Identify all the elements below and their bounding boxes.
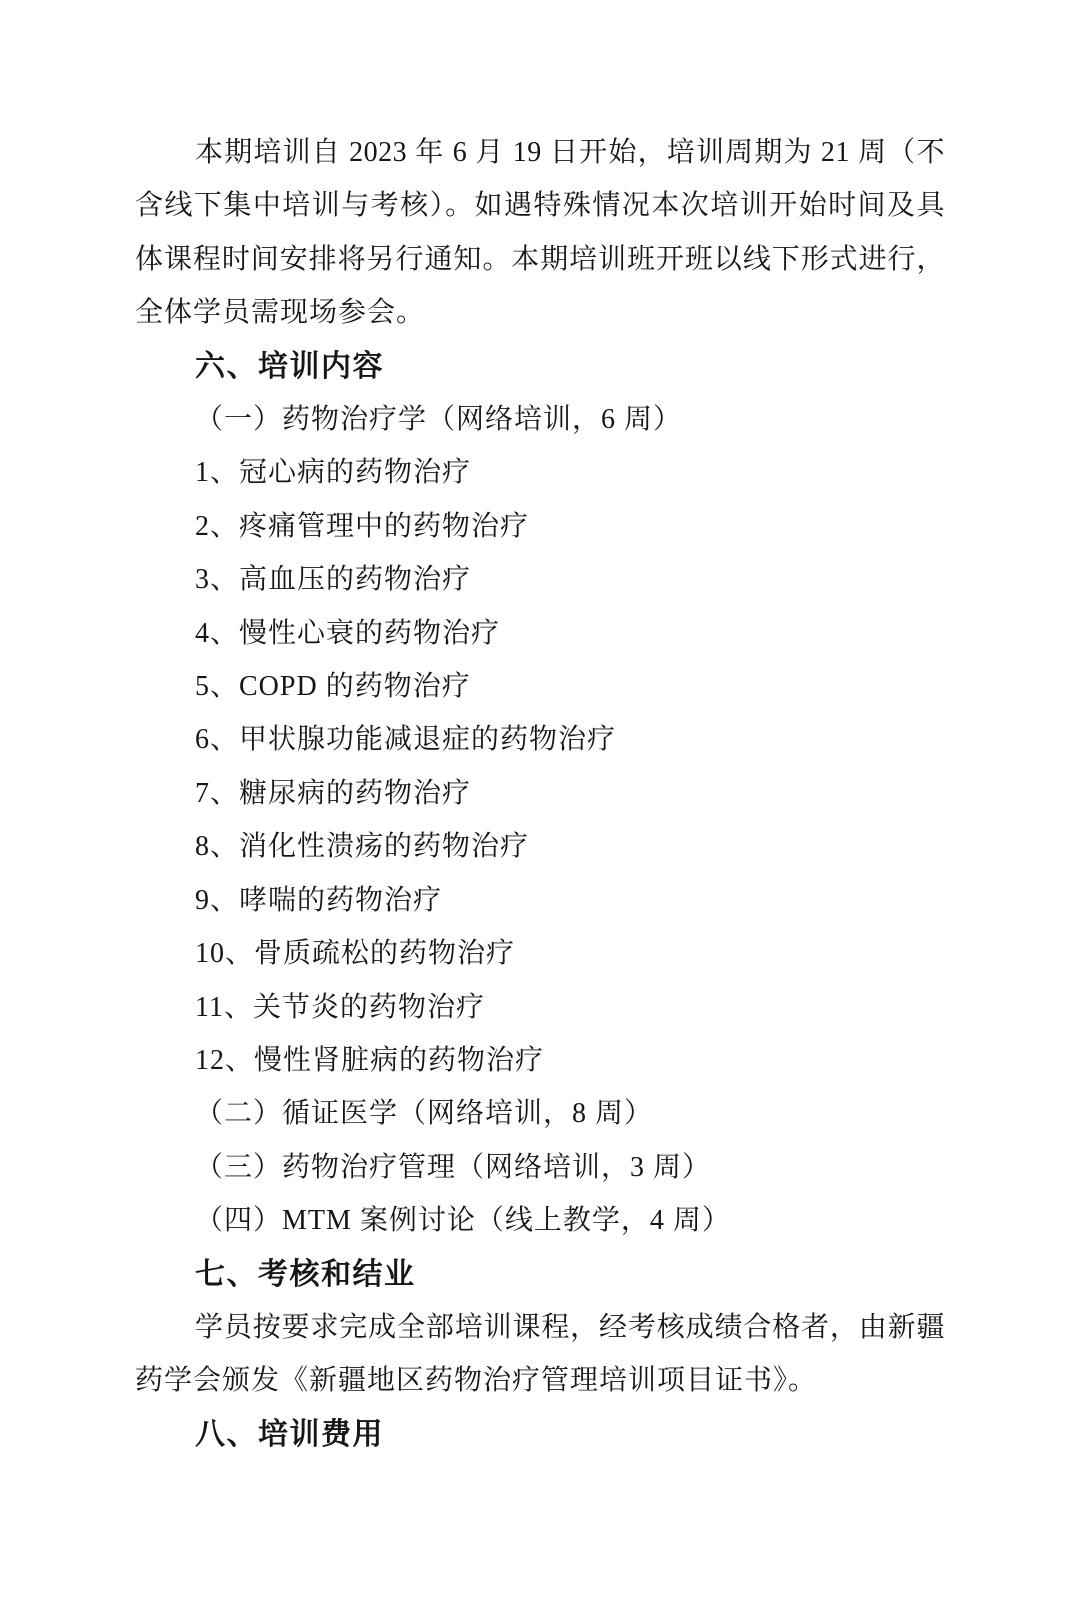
section-heading-assessment: 七、考核和结业 [195,1257,416,1291]
course-item: 9、哮喘的药物治疗 [195,884,443,916]
module-medication-therapy-management: （三）药物治疗管理（网络培训，3 周） [195,1151,712,1183]
intro-line: 含线下集中培训与考核）。如遇特殊情况本次培训开始时间及具 [135,190,945,222]
course-item: 12、慢性肾脏病的药物治疗 [195,1044,545,1076]
module-mtm-case-discussion: （四）MTM 案例讨论（线上教学，4 周） [195,1205,731,1237]
course-item: 3、高血压的药物治疗 [195,564,472,596]
module-pharmacotherapy: （一）药物治疗学（网络培训，6 周） [195,404,683,436]
assessment-line: 药学会颁发《新疆地区药物治疗管理培训项目证书》。 [135,1365,818,1397]
course-item: 7、糖尿病的药物治疗 [195,777,472,809]
intro-paragraph [135,126,945,340]
section-training-content [135,340,945,1248]
course-item: 6、甲状腺功能减退症的药物治疗 [195,724,617,756]
course-item: 4、慢性心衰的药物治疗 [195,617,501,649]
section-assessment [135,1248,945,1408]
section-heading-training-content: 六、培训内容 [195,349,384,383]
course-item: 1、冠心病的药物治疗 [195,457,472,489]
course-item: 11、关节炎的药物治疗 [195,991,485,1023]
course-item: 8、消化性溃疡的药物治疗 [195,831,530,863]
intro-line: 体课程时间安排将另行通知。本期培训班开班以线下形式进行， [135,243,945,275]
section-fee [135,1408,945,1461]
intro-line: 全体学员需现场参会。 [135,297,426,329]
course-item: 2、疼痛管理中的药物治疗 [195,510,530,542]
course-item: 10、骨质疏松的药物治疗 [195,938,516,970]
module-evidence-based-medicine: （二）循证医学（网络培训，8 周） [195,1098,654,1130]
assessment-line: 学员按要求完成全部培训课程，经考核成绩合格者，由新疆 [195,1311,945,1343]
section-heading-fee: 八、培训费用 [195,1417,384,1451]
intro-line: 本期培训自 2023 年 6 月 19 日开始，培训周期为 21 周（不 [195,137,945,168]
course-item: 5、COPD 的药物治疗 [195,671,471,703]
